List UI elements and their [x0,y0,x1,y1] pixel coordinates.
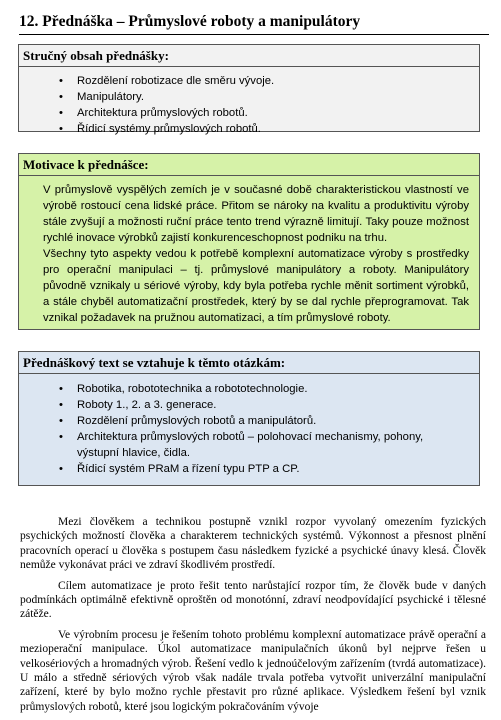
motivation-heading: Motivace k přednášce: [19,154,479,176]
body-paragraph-3: Ve výrobním procesu je řešením tohoto problému komplexní automatizace právě operační a mezioperační manipulace. Úkol automatizace manipulačních úkonů byl nejprve řešen u velkosériových a hromadných výrob. Řešení vedlo k jednoúčelovým zařízením (tvrdá automatizace). U málo a středně sériových výrob však nadále trvala potřeba vytvořit univerzální manipulační zařízení, které by bylo možno rychle přestavit pro různé aplikace. Výsledkem řešení byl vznik průmyslových robotů, které jsou logickým pokračováním vývoje [20,628,486,713]
questions-box [18,351,480,486]
questions-list [19,374,479,477]
list-item: • Architektura průmyslových robotů. [77,105,479,121]
body-paragraph-1: Mezi člověkem a technikou postupně vznikl rozpor vyvolaný omezením fyzických psychických možností člověka a charakterem technických systémů. Výkonnost a přesnost plnění pracovních operací u člověka s postupem času následkem fyzické a psychické únavy klesá. Člověk nemůže vykonávat práci ve zdraví škodlivém prostředí. [20,516,486,572]
list-item: • Robotika, robototechnika a robototechnologie. [77,381,479,397]
questions-heading: Přednáškový text se vztahuje k těmto otázkám: [19,352,479,374]
motivation-paragraph-2: Všechny tyto aspekty vedou k potřebě komplexní automatizace výroby s prostředky pro operační manipulaci – tj. průmyslové manipulátory a roboty. Manipulátory původně vznikaly u sériové výroby, kdy byla potřeba rychle měnit sortiment výrobků, a stále chyběl automatizační prostředek, který by se dal rychle přeprogramovat. Tak vznikal požadavek na pružnou automatizaci, a tím průmyslové roboty. [43,248,469,324]
motivation-paragraph-1: V průmyslově vyspělých zemích je v současné době charakteristickou vlastností ve výrobě rostoucí cena lidské práce. Přitom se nároky na kvalitu a produktivitu výroby stále zvyšují a možnosti ruční práce tento trend výrazně limitují. Taky pouze možnost rychlé inovace výrobků zajistí konkurenceschopnost podniku na trhu. [43,184,469,244]
list-item: • Manipulátory. [77,89,479,105]
list-item: • Architektura průmyslových robotů – polohovací mechanismy, pohony, výstupní hlavice, čidla. [77,429,479,461]
list-item: • Roboty 1., 2. a 3. generace. [77,397,479,413]
body-paragraph-2: Cílem automatizace je proto řešit tento narůstající rozpor tím, že člověk bude v daných podmínkách optimálně efektivně oproštěn od monotónní, zdraví neodpovídající psychické i tělesné zátěže. [20,579,486,621]
list-item: • Rozdělení robotizace dle směru vývoje. [77,73,479,89]
motivation-box [18,153,480,330]
body-text [20,515,486,720]
page-title: 12. Přednáška – Průmyslové roboty a manipulátory [19,13,489,35]
list-item: • Řídicí systém PRaM a řízení typu PTP a CP. [77,461,479,477]
summary-heading: Stručný obsah přednášky: [19,45,479,67]
summary-list [19,67,479,137]
summary-box [18,44,480,135]
list-item: • Rozdělení průmyslových robotů a manipulátorů. [77,413,479,429]
list-item: • Řídicí systémy průmyslových robotů. [77,121,479,137]
